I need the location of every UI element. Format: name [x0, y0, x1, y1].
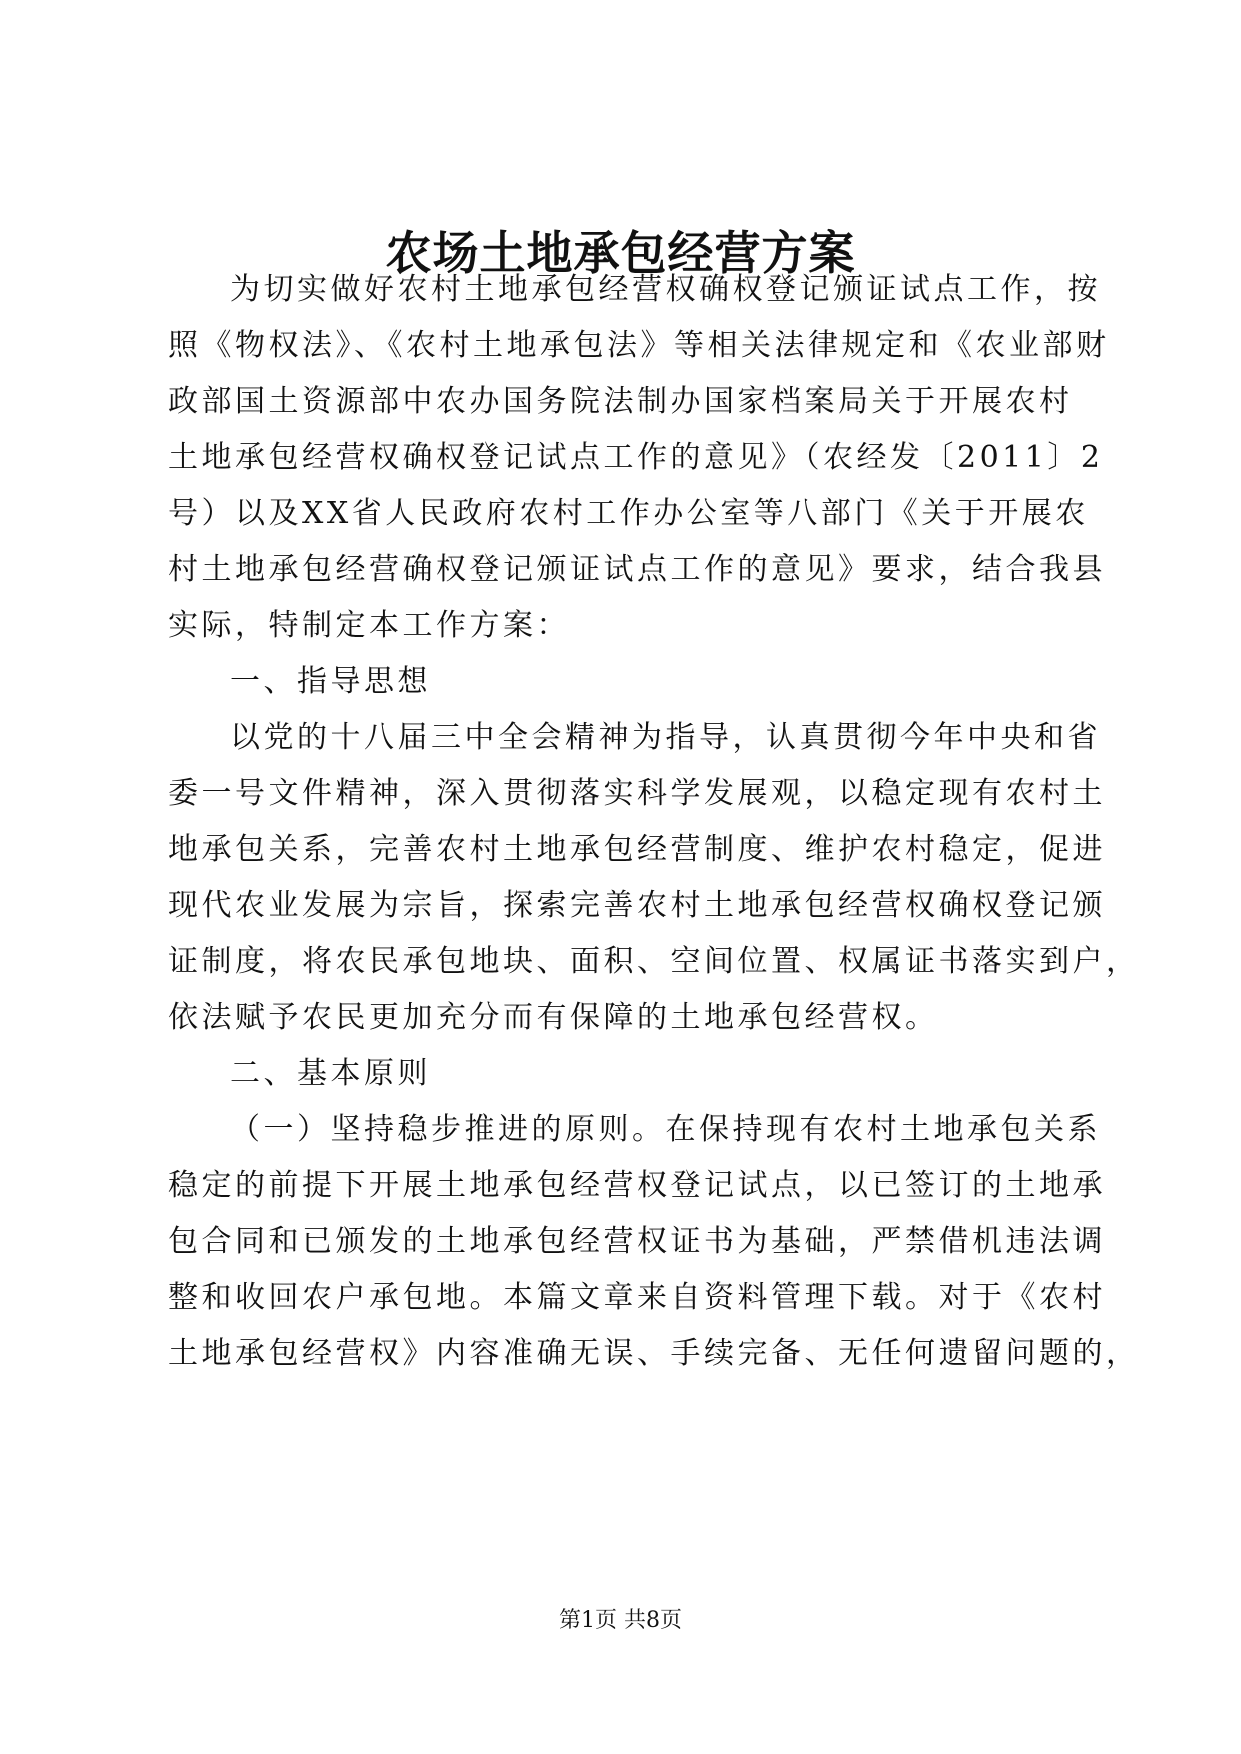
- paragraph-line: 现代农业发展为宗旨，探索完善农村土地承包经营权确权登记颁: [168, 888, 1106, 923]
- page-footer: 第1页 共8页: [559, 1608, 682, 1633]
- paragraph-line: 实际，特制定本工作方案：: [168, 608, 570, 643]
- paragraph-line: 地承包关系，完善农村土地承包经营制度、维护农村稳定，促进: [168, 832, 1106, 867]
- paragraph-line: （一）坚持稳步推进的原则。在保持现有农村土地承包关系: [230, 1112, 1101, 1147]
- paragraph-line: 委一号文件精神，深入贯彻落实科学发展观，以稳定现有农村土: [168, 776, 1106, 811]
- paragraph-line: 土地承包经营权》内容准确无误、手续完备、无任何遗留问题的，: [168, 1336, 1140, 1371]
- paragraph-line: 号）以及XX省人民政府农村工作办公室等八部门《关于开展农: [168, 496, 1089, 531]
- section-heading: 二、基本原则: [230, 1056, 431, 1091]
- document-title: 农场土地承包经营方案: [385, 226, 856, 280]
- paragraph-line: 以党的十八届三中全会精神为指导，认真贯彻今年中央和省: [230, 720, 1101, 755]
- paragraph-line: 稳定的前提下开展土地承包经营权登记试点，以已签订的土地承: [168, 1168, 1106, 1203]
- section-heading: 一、指导思想: [230, 664, 431, 699]
- paragraph-line: 照《物权法》、《农村土地承包法》等相关法律规定和《农业部财: [168, 328, 1110, 363]
- paragraph-line: 土地承包经营权确权登记试点工作的意见》（农经发〔2011〕2: [168, 440, 1104, 475]
- paragraph-line: 政部国土资源部中农办国务院法制办国家档案局关于开展农村: [168, 384, 1073, 419]
- paragraph-line: 为切实做好农村土地承包经营权确权登记颁证试点工作，按: [230, 272, 1101, 307]
- paragraph-line: 整和收回农户承包地。本篇文章来自资料管理下载。对于《农村: [168, 1280, 1106, 1315]
- paragraph-line: 包合同和已颁发的土地承包经营权证书为基础，严禁借机违法调: [168, 1224, 1106, 1259]
- paragraph-line: 证制度，将农民承包地块、面积、空间位置、权属证书落实到户，: [168, 944, 1140, 979]
- paragraph-line: 依法赋予农民更加充分而有保障的土地承包经营权。: [168, 1000, 939, 1035]
- paragraph-line: 村土地承包经营确权登记颁证试点工作的意见》要求，结合我县: [168, 552, 1106, 587]
